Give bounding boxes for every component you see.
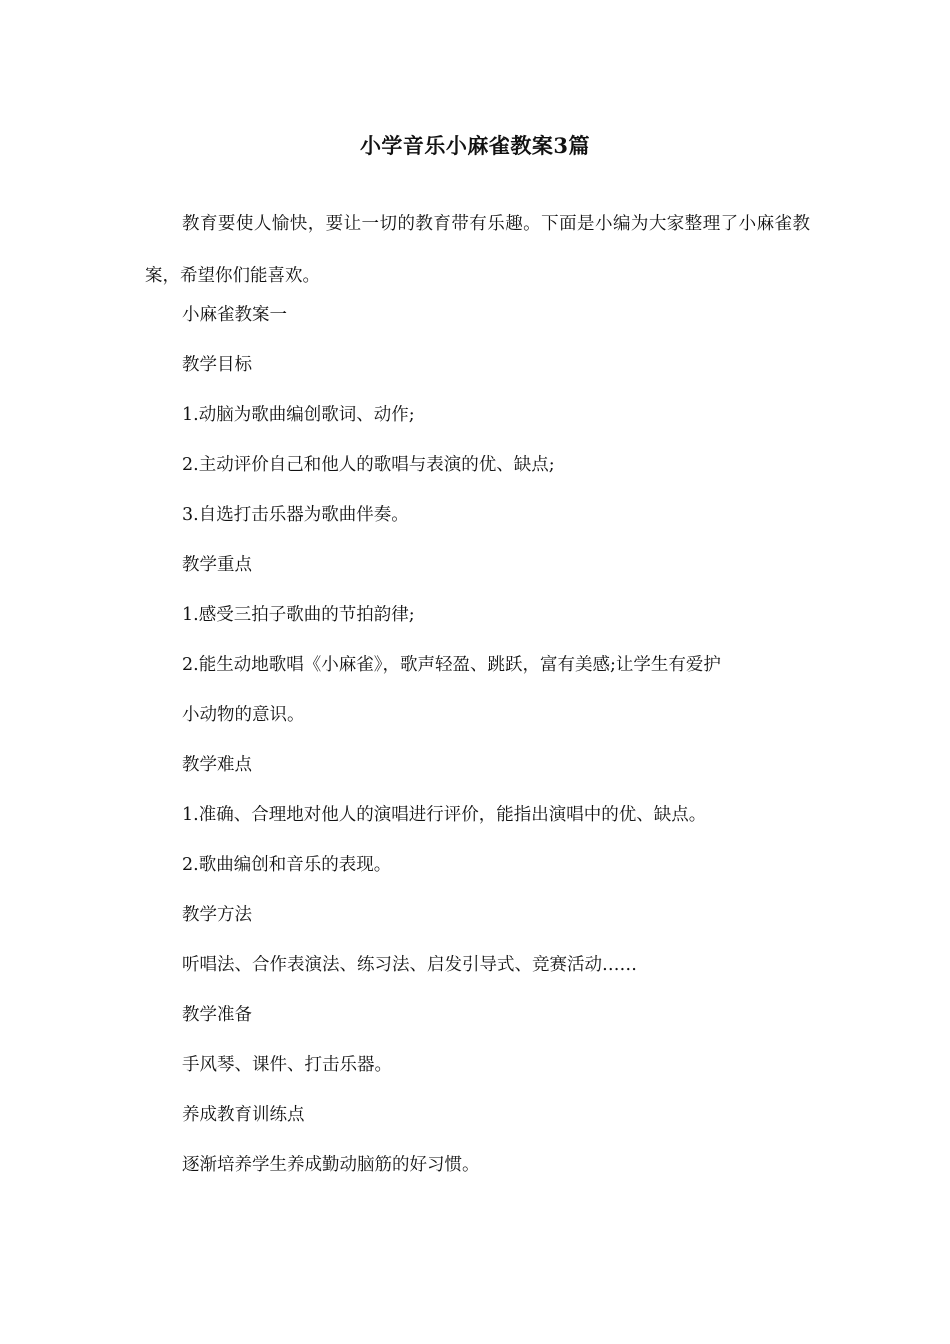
preparation-text: 手风琴、课件、打击乐器。 [182,1055,392,1075]
difficulty-item-1: 1.准确、合理地对他人的演唱进行评价，能指出演唱中的优、缺点。 [182,805,707,825]
focus-item-2-continued: 小动物的意识。 [182,705,305,725]
goal-item-1: 1.动脑为歌曲编创歌词、动作; [182,405,415,425]
methods-text: 听唱法、合作表演法、练习法、启发引导式、竞赛活动…… [182,955,637,975]
goal-item-3: 3.自选打击乐器为歌曲伴奏。 [182,505,409,525]
heading-teaching-focus: 教学重点 [182,555,252,575]
section-heading-lesson-one: 小麻雀教案一 [182,305,287,325]
difficulty-item-2: 2.歌曲编创和音乐的表现。 [182,855,392,875]
heading-teaching-preparation: 教学准备 [182,1005,252,1025]
document-title: 小学音乐小麻雀教案3篇 [359,133,591,158]
habit-training-text: 逐渐培养学生养成勤动脑筋的好习惯。 [182,1155,480,1175]
heading-teaching-methods: 教学方法 [182,905,252,925]
intro-paragraph: 教育要使人愉快，要让一切的教育带有乐趣。下面是小编为大家整理了小麻雀教案，希望你们能喜欢。 [145,214,810,286]
goal-item-2: 2.主动评价自己和他人的歌唱与表演的优、缺点; [182,455,555,475]
focus-item-2: 2.能生动地歌唱《小麻雀》，歌声轻盈、跳跃，富有美感;让学生有爱护 [182,655,721,675]
heading-habit-training: 养成教育训练点 [182,1105,305,1125]
heading-teaching-goals: 教学目标 [182,355,252,375]
heading-teaching-difficulties: 教学难点 [182,755,252,775]
focus-item-1: 1.感受三拍子歌曲的节拍韵律; [182,605,415,625]
